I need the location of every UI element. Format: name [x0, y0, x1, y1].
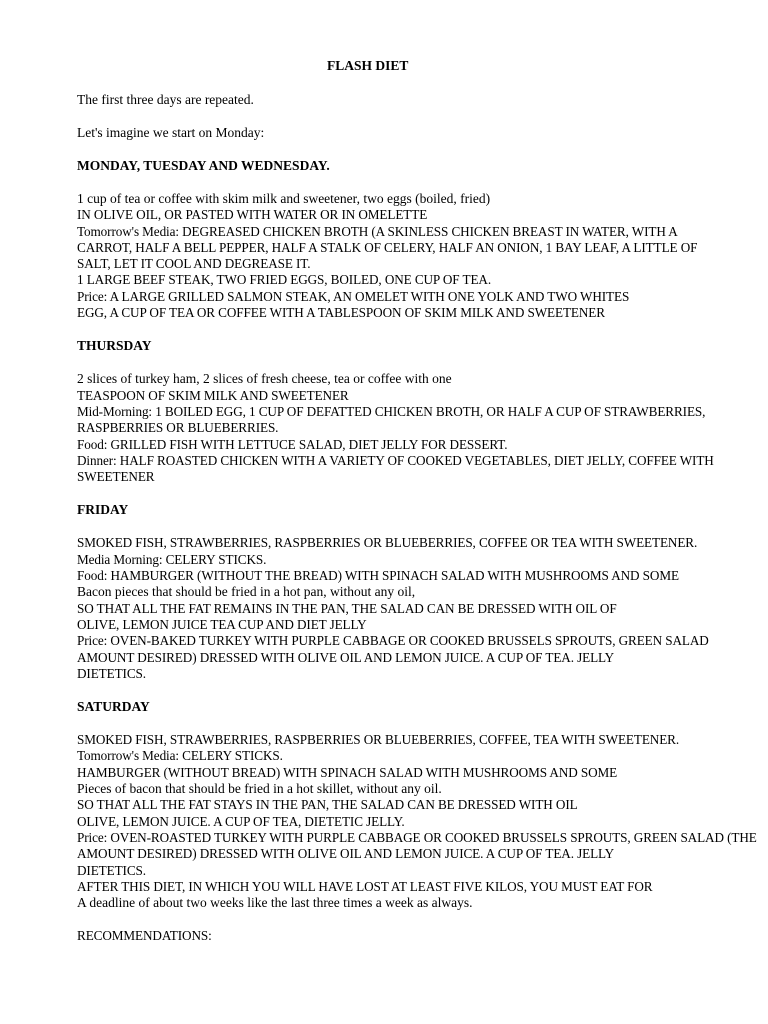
text-line: Pieces of bacon that should be fried in a hot skillet, without any oil. [77, 781, 442, 797]
text-line: SMOKED FISH, STRAWBERRIES, RASPBERRIES OR BLUEBERRIES, COFFEE OR TEA WITH SWEETENER. [77, 535, 698, 551]
text-line: AFTER THIS DIET, IN WHICH YOU WILL HAVE LOST AT LEAST FIVE KILOS, YOU MUST EAT FOR [77, 878, 653, 894]
text-line: Mid-Morning: 1 BOILED EGG, 1 CUP OF DEFATTED CHICKEN BROTH, OR HALF A CUP OF STRAWBERRIES, [77, 403, 706, 419]
text-line: OLIVE, LEMON JUICE TEA CUP AND DIET JELLY [77, 616, 367, 632]
text-line: SO THAT ALL THE FAT REMAINS IN THE PAN, THE SALAD CAN BE DRESSED WITH OIL OF [77, 600, 617, 616]
text-line: OLIVE, LEMON JUICE. A CUP OF TEA, DIETETIC JELLY. [77, 813, 405, 829]
text-line: DIETETICS. [77, 665, 146, 681]
section-heading: FRIDAY [77, 502, 129, 518]
section-heading: SATURDAY [77, 699, 150, 715]
section-body [77, 191, 768, 321]
section-body [77, 535, 768, 682]
text-line: TEASPOON OF SKIM MILK AND SWEETENER [77, 387, 349, 403]
text-line: A deadline of about two weeks like the last three times a week as always. [77, 895, 473, 911]
text-line: SWEETENER [77, 469, 155, 485]
intro-paragraph: The first three days are repeated. [77, 92, 254, 107]
text-line: Price: OVEN-BAKED TURKEY WITH PURPLE CABBAGE OR COOKED BRUSSELS SPROUTS, GREEN SALAD [77, 633, 709, 649]
text-line: SALT, LET IT COOL AND DEGREASE IT. [77, 256, 311, 272]
document-title: FLASH DIET [327, 58, 409, 73]
text-line: Media Morning: CELERY STICKS. [77, 551, 267, 567]
text-line: EGG, A CUP OF TEA OR COFFEE WITH A TABLESPOON OF SKIM MILK AND SWEETENER [77, 305, 605, 321]
text-line: Price: OVEN-ROASTED TURKEY WITH PURPLE CABBAGE OR COOKED BRUSSELS SPROUTS, GREEN SALAD (THE [77, 829, 757, 845]
text-line: Food: HAMBURGER (WITHOUT THE BREAD) WITH SPINACH SALAD WITH MUSHROOMS AND SOME [77, 568, 679, 584]
section-heading: MONDAY, TUESDAY AND WEDNESDAY. [77, 158, 330, 173]
text-line: SMOKED FISH, STRAWBERRIES, RASPBERRIES OR BLUEBERRIES, COFFEE, TEA WITH SWEETENER. [77, 732, 680, 748]
section-body [77, 371, 768, 485]
text-line: RASPBERRIES OR BLUEBERRIES. [77, 420, 279, 436]
text-line: 2 slices of turkey ham, 2 slices of fresh cheese, tea or coffee with one [77, 371, 452, 387]
text-line: SO THAT ALL THE FAT STAYS IN THE PAN, THE SALAD CAN BE DRESSED WITH OIL [77, 797, 578, 813]
text-line: HAMBURGER (WITHOUT BREAD) WITH SPINACH SALAD WITH MUSHROOMS AND SOME [77, 764, 618, 780]
text-line: Tomorrow's Media: DEGREASED CHICKEN BROTH (A SKINLESS CHICKEN BREAST IN WATER, WITH A [77, 223, 678, 239]
text-line: Bacon pieces that should be fried in a hot pan, without any oil, [77, 584, 416, 600]
text-line: AMOUNT DESIRED) DRESSED WITH OLIVE OIL AND LEMON JUICE. A CUP OF TEA. JELLY [77, 649, 615, 665]
text-line: 1 LARGE BEEF STEAK, TWO FRIED EGGS, BOILED, ONE CUP OF TEA. [77, 272, 492, 288]
text-line: Price: A LARGE GRILLED SALMON STEAK, AN OMELET WITH ONE YOLK AND TWO WHITES [77, 288, 630, 304]
text-line: Food: GRILLED FISH WITH LETTUCE SALAD, DIET JELLY FOR DESSERT. [77, 436, 508, 452]
intro-paragraph: Let's imagine we start on Monday: [77, 125, 265, 140]
closing-heading: RECOMMENDATIONS: [77, 928, 212, 944]
section-heading: THURSDAY [77, 338, 152, 354]
text-line: CARROT, HALF A BELL PEPPER, HALF A STALK OF CELERY, HALF AN ONION, 1 BAY LEAF, A LITTLE OF [77, 239, 698, 255]
text-line: 1 cup of tea or coffee with skim milk and sweetener, two eggs (boiled, fried) [77, 191, 491, 206]
text-line: Tomorrow's Media: CELERY STICKS. [77, 748, 283, 764]
document-page [77, 58, 768, 961]
text-line: DIETETICS. [77, 862, 146, 878]
text-line: AMOUNT DESIRED) DRESSED WITH OLIVE OIL AND LEMON JUICE. A CUP OF TEA. JELLY [77, 846, 615, 862]
text-line: Dinner: HALF ROASTED CHICKEN WITH A VARIETY OF COOKED VEGETABLES, DIET JELLY, COFFEE WITH [77, 452, 714, 468]
text-line: IN OLIVE OIL, OR PASTED WITH WATER OR IN OMELETTE [77, 207, 428, 223]
section-body [77, 732, 768, 911]
